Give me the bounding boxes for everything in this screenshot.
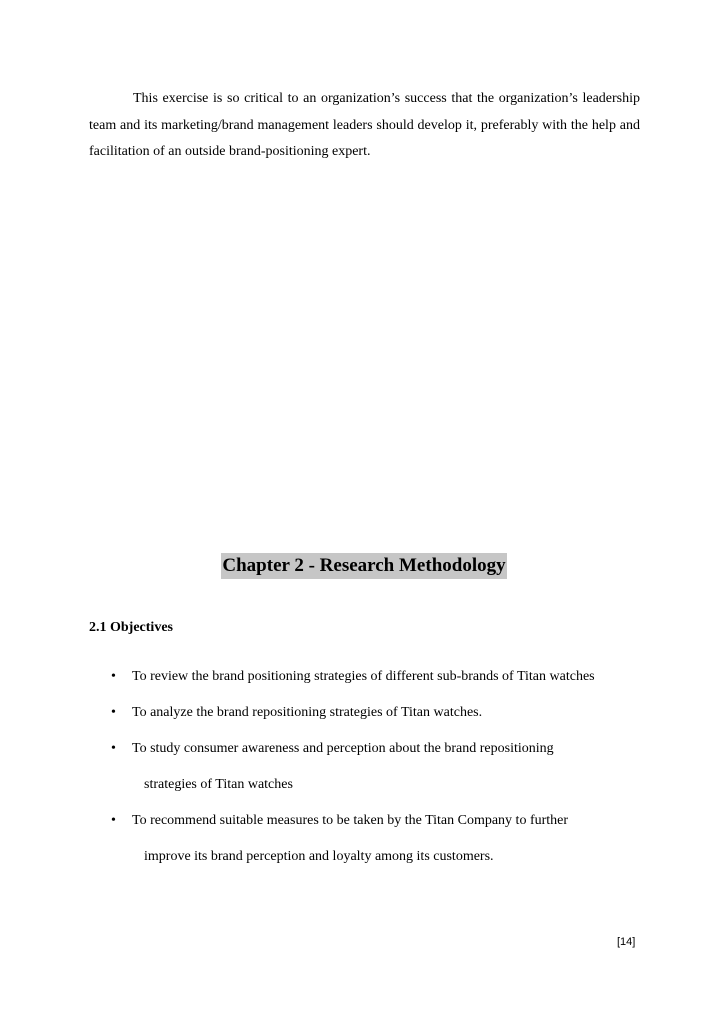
list-item [89,736,649,798]
chapter-title [0,551,728,579]
bullet-icon: • [111,669,116,684]
chapter-title-text: Chapter 2 - Research Methodology [221,553,506,579]
list-item [89,808,649,870]
bullet-icon: • [111,705,116,720]
intro-paragraph: This exercise is so critical to an organization’s success that the organization’s leadership team and its marketing/brand management leaders should develop it, preferably with the help and facilitation of an outside brand-positioning expert. [89,91,640,159]
objective-text: To study consumer awareness and perception about the brand repositioning [132,741,554,756]
page-number: [14] [617,936,636,948]
list-item [89,700,649,726]
objective-text: To recommend suitable measures to be taken by the Titan Company to further [132,813,569,828]
bullet-icon: • [111,813,116,828]
objectives-list [89,664,649,880]
objective-text: To review the brand positioning strategies of different sub-brands of Titan watches [132,669,595,684]
section-heading: 2.1 Objectives [89,620,173,635]
bullet-icon: • [111,741,116,756]
objective-text: To analyze the brand repositioning strategies of Titan watches. [132,705,483,720]
list-item [89,664,649,690]
objective-text-continuation: improve its brand perception and loyalty among its customers. [144,849,494,864]
objective-text-continuation: strategies of Titan watches [144,777,293,792]
